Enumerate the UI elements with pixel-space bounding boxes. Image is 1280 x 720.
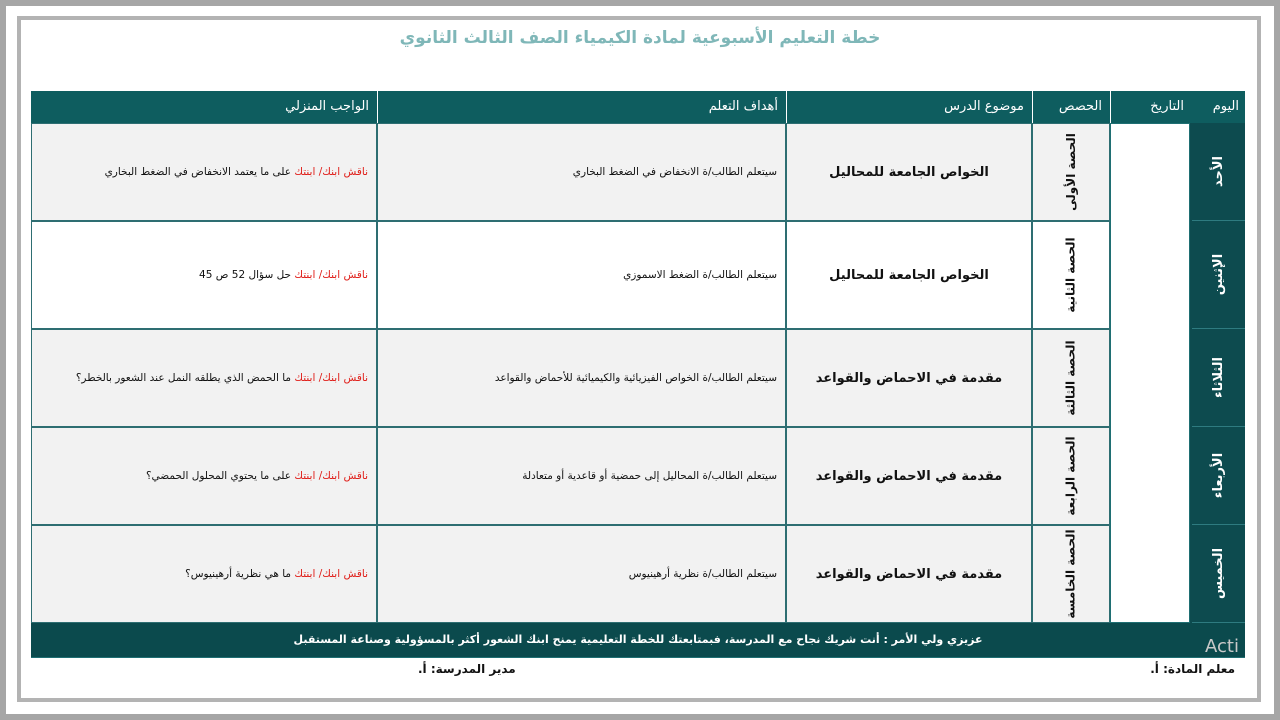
topic-cell: الخواص الجامعة للمحاليل bbox=[786, 221, 1032, 329]
activation-watermark bbox=[1205, 636, 1239, 658]
header-topic: موضوع الدرس bbox=[786, 91, 1032, 123]
day-cell bbox=[1192, 329, 1245, 427]
homework-text: على ما يحتوي المحلول الحمضي؟ bbox=[145, 469, 295, 482]
homework-cell bbox=[31, 525, 377, 623]
homework-text: ما الحمض الذي يطلقه النمل عند الشعور بالخطر؟ bbox=[75, 371, 295, 384]
page-title: خطة التعليم الأسبوعية لمادة الكيمياء الصف الثالث الثانوي bbox=[399, 28, 881, 48]
topic-cell: مقدمة في الاحماض والقواعد bbox=[786, 329, 1032, 427]
day-label: الثلاثاء bbox=[1211, 357, 1226, 398]
day-label: الإثنين bbox=[1211, 253, 1226, 296]
header-goals: أهداف التعلم bbox=[377, 91, 786, 123]
day-cell bbox=[1192, 221, 1245, 329]
goal-cell: سيتعلم الطالب/ة الخواص الفيزيائية والكيميائية للأحماض والقواعد bbox=[377, 329, 786, 427]
parent-message: عزيزي ولي الأمر : أنت شريك نجاح مع المدرسة، فبمتابعتك للخطة التعليمية يمنح ابنك الشعور أكثر بالمسؤولية وصناعة المستقبل bbox=[31, 623, 1245, 657]
goal-cell: سيتعلم الطالب/ة المحاليل إلى حمضية أو قاعدية أو متعادلة bbox=[377, 427, 786, 525]
homework-prompt: ناقش ابنك/ ابنتك bbox=[294, 165, 368, 178]
day-label: الأحد bbox=[1210, 155, 1226, 188]
signature-row bbox=[31, 657, 1245, 688]
homework-prompt: ناقش ابنك/ ابنتك bbox=[294, 268, 368, 281]
topic-cell: الخواص الجامعة للمحاليل bbox=[786, 123, 1032, 221]
homework-cell bbox=[31, 221, 377, 329]
period-cell bbox=[1032, 123, 1110, 221]
date-column bbox=[1110, 123, 1190, 623]
homework-prompt: ناقش ابنك/ ابنتك bbox=[294, 469, 368, 482]
day-label: الخميس bbox=[1210, 547, 1226, 600]
homework-prompt: ناقش ابنك/ ابنتك bbox=[294, 371, 368, 384]
period-cell bbox=[1032, 221, 1110, 329]
period-cell bbox=[1032, 329, 1110, 427]
homework-cell bbox=[31, 427, 377, 525]
period-label: الحصة الثانية bbox=[1064, 237, 1079, 313]
teacher-signature: معلم المادة: أ. bbox=[1150, 662, 1235, 676]
period-label: الحصة الخامسة bbox=[1064, 529, 1078, 619]
period-cell bbox=[1032, 427, 1110, 525]
homework-cell bbox=[31, 329, 377, 427]
period-label: الحصة الرابعة bbox=[1064, 436, 1078, 516]
header-blank-row bbox=[31, 49, 1245, 91]
watermark-text: Acti bbox=[1205, 636, 1239, 657]
day-cell bbox=[1192, 525, 1245, 623]
period-cell bbox=[1032, 525, 1110, 623]
header-periods: الحصص bbox=[1032, 91, 1110, 123]
period-label: الحصة الثالثة bbox=[1064, 340, 1079, 416]
header-homework: الواجب المنزلي bbox=[31, 91, 377, 123]
period-label: الحصة الأولى bbox=[1063, 133, 1078, 211]
homework-text: على ما يعتمد الانخفاض في الضغط البخاري bbox=[104, 165, 295, 178]
homework-text: ما هي نظرية أرهينيوس؟ bbox=[185, 567, 295, 580]
topic-cell: مقدمة في الاحماض والقواعد bbox=[786, 427, 1032, 525]
homework-cell bbox=[31, 123, 377, 221]
homework-prompt: ناقش ابنك/ ابنتك bbox=[294, 567, 368, 580]
topic-cell: مقدمة في الاحماض والقواعد bbox=[786, 525, 1032, 623]
principal-signature: مدير المدرسة: أ. bbox=[418, 662, 516, 676]
day-cell bbox=[1192, 427, 1245, 525]
goal-cell: سيتعلم الطالب/ة نظرية أرهينيوس bbox=[377, 525, 786, 623]
goal-cell: سيتعلم الطالب/ة الانخفاض في الضغط البخاري bbox=[377, 123, 786, 221]
day-label: الأربعاء bbox=[1211, 452, 1226, 499]
homework-text: حل سؤال 52 ص 45 bbox=[199, 268, 295, 281]
day-cell bbox=[1192, 123, 1245, 221]
goal-cell: سيتعلم الطالب/ة الضغط الاسموزي bbox=[377, 221, 786, 329]
header-date: التاريخ bbox=[1110, 91, 1192, 123]
header-day: اليوم bbox=[1192, 91, 1245, 123]
